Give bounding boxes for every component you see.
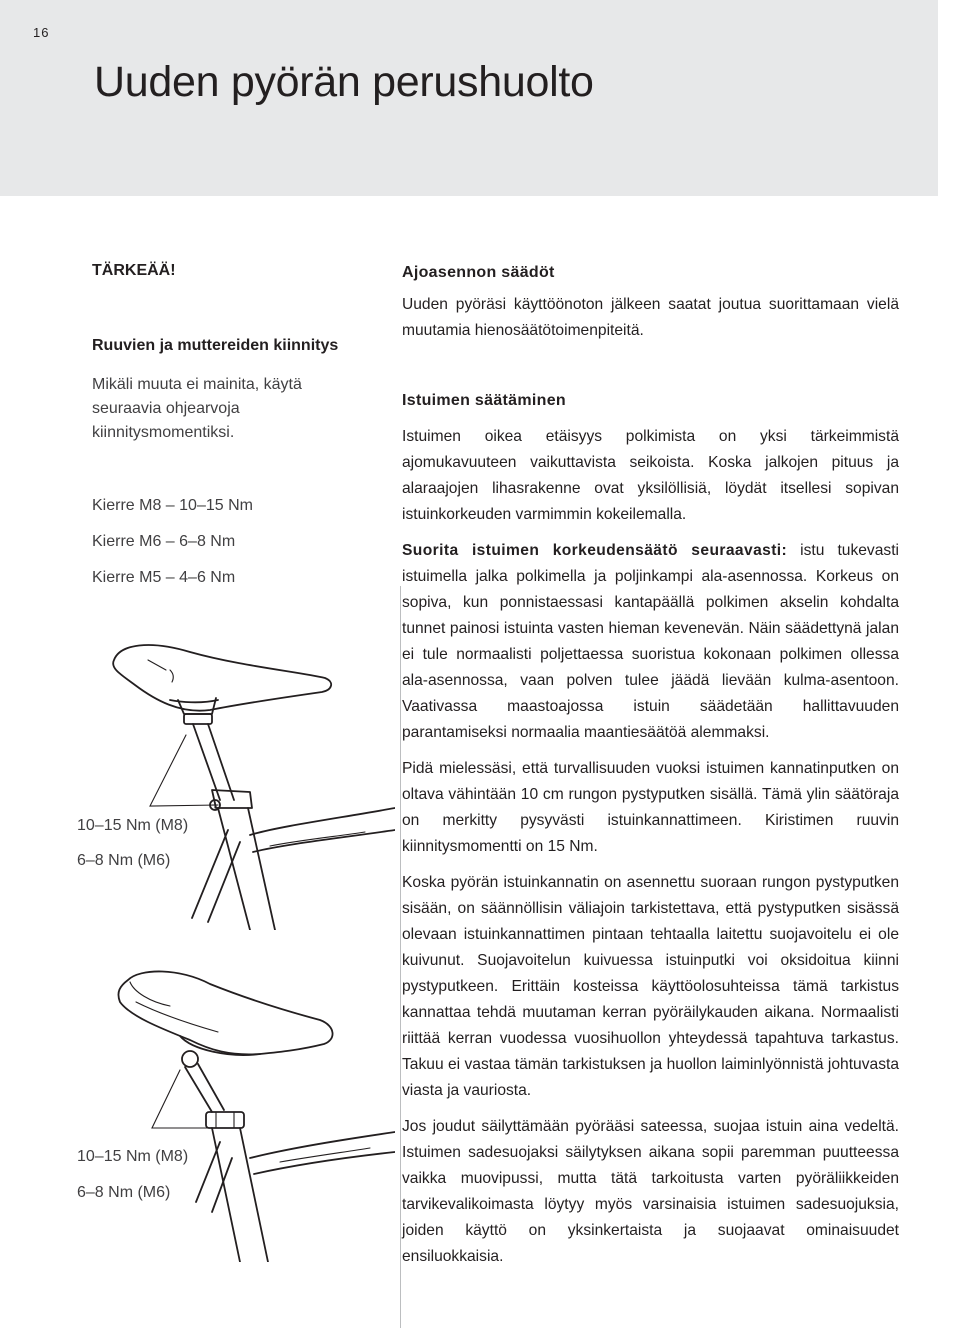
margin-bar	[400, 586, 401, 1328]
important-label: TÄRKEÄÄ!	[92, 262, 176, 279]
saddle-diagram-comfort	[100, 962, 395, 1262]
paragraph: Pidä mielessäsi, että turvallisuuden vuoksi istuimen kannatinputken on oltava vähintään 10 cm rungon pystyputken sisällä. Tämä ylin säätöraja on merkitty pysyvästi istuinkannattimeen. Kiristimen ruuvin kiinnitysmomentti on 15 Nm.	[402, 760, 899, 855]
figure1-callout-m6: 6–8 Nm (M6)	[77, 852, 171, 869]
sidebar-intro-line: kiinnitysmomentiksi.	[92, 424, 235, 441]
section-riding-position	[402, 264, 899, 344]
torque-m8: Kierre M8 – 10–15 Nm	[92, 497, 253, 514]
figure2-callout-m8: 10–15 Nm (M8)	[77, 1148, 189, 1165]
fastening-heading: Ruuvien ja muttereiden kiinnitys	[92, 337, 339, 354]
sidebar-intro-line: Mikäli muuta ei mainita, käytä	[92, 376, 302, 393]
section-heading: Ajoasennon säädöt	[402, 264, 555, 281]
sidebar-intro-line: seuraavia ohjearvoja	[92, 400, 240, 417]
instruction-lead: Suorita istuimen korkeudensäätö seuraavasti:	[402, 542, 788, 559]
paragraph: Jos joudut säilyttämään pyörääsi sateessa, suojaa istuin aina vedeltä. Istuimen sadesuojaksi säilytyksen aikana sopii paremman puutteessa vaikka muovipussi, mutta tätä tarkoitusta varten pyöräliikkeiden tarvikevalikoimasta löytyy myös varsinaisia istuimen sadesuojuksia, joiden käyttö on yksinkertaista ja suojaavat ominaisuudet ensiluokkaisia.	[402, 1118, 899, 1265]
torque-m5: Kierre M5 – 4–6 Nm	[92, 569, 236, 586]
torque-m6: Kierre M6 – 6–8 Nm	[92, 533, 236, 550]
figure2-callout-m6: 6–8 Nm (M6)	[77, 1184, 171, 1201]
figure1-callout-m8: 10–15 Nm (M8)	[77, 817, 189, 834]
paragraph: Koska pyörän istuinkannatin on asennettu suoraan rungon pystyputken sisään, on säännöllisin väliajoin tarkistettava, että pystyputken sisässä olevaan istuinkannattimen pintaan tehtaalla laitettu suojavoitelu ei ole kuivunut. Suojavoitelun kuivuessa istuinputki voi oksidoitua kiinni pystyputkeen. Erittäin kosteissa käyttöolosuhteissa tämä tarkistus kannattaa tehdä muutaman kerran pyöräilykauden aikana. Normaalisti riittää kerran vuodessa vuosihuollon yhteydessä tapahtuva tarkastus. Takuu ei vastaa tämän tarkistuksen ja huollon laiminlyönnistä johtuvasta viasta ja vauriosta.	[402, 874, 899, 1099]
page-title: Uuden pyörän perushuolto	[94, 58, 594, 106]
section-body: Uuden pyöräsi käyttöönoton jälkeen saatat joutua suorittamaan vielä muutamia hienosäätötoimenpiteitä.	[402, 296, 899, 339]
section-saddle-adjustment	[402, 392, 899, 1270]
page-number: 16	[33, 25, 50, 40]
saddle-diagram-road	[100, 630, 395, 930]
instruction-text: istu tukevasti istuimella jalka polkimella ja poljinkampi ala-asennossa. Korkeus on sopiva, kun ponnistaessasi kantapäällä polkimen akselin kohdalta tunnet painosi istuinta vasten hieman kevenevän. Näin säädettynä jalan ei tule normaalisti poljettaessa suoristua kokonaan polkimen ollessa ala-asennossa, vaan polven tulee jäädä lievään kulma-asentoon. Vaativassa maastoajossa istuin säädetään hallittavuuden parantamiseksi normaalia maantiesäätöä alemmaksi.	[402, 542, 899, 741]
section-heading: Istuimen säätäminen	[402, 392, 566, 409]
paragraph: Istuimen oikea etäisyys polkimista on yksi tärkeimmistä ajomukavuuteen vaikuttavista seikoista. Koska jalkojen pituus ja alaraajojen lihasrakenne ovat yksilöllisiä, löydät itsellesi sopivan istuinkorkeuden varmimmin kokeilemalla.	[402, 428, 899, 523]
paragraph	[402, 538, 899, 746]
